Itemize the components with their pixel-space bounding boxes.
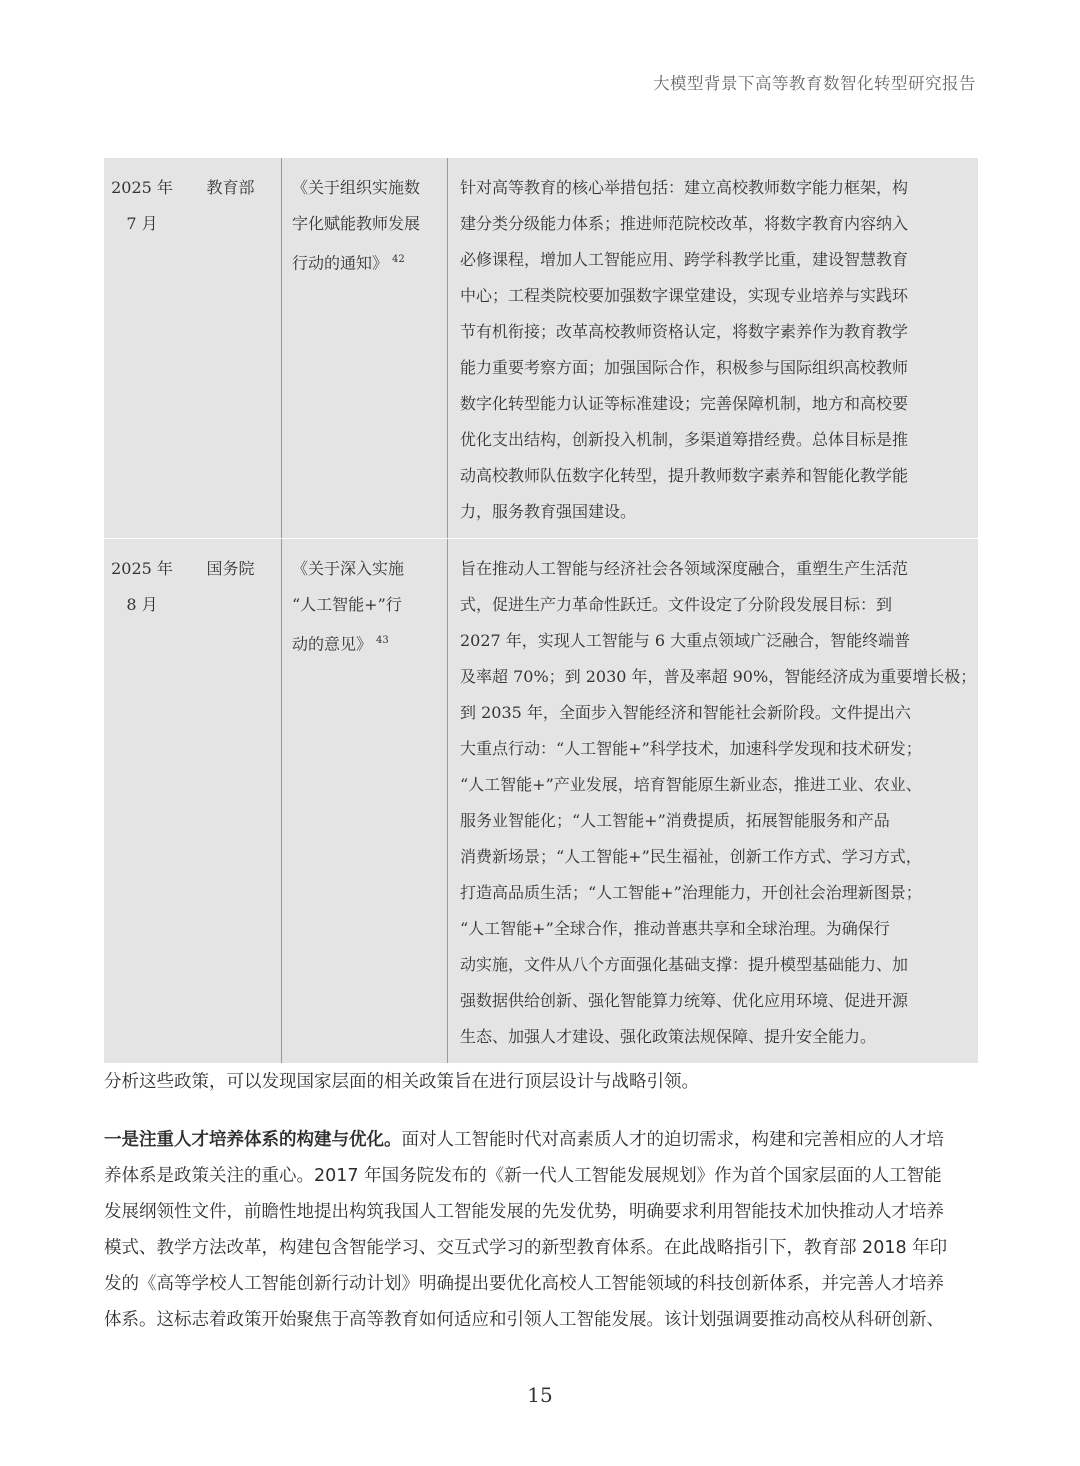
section-one-paragraph [104, 1122, 980, 1338]
date-cell [104, 539, 180, 1063]
document-line [292, 623, 441, 662]
document-line: 字化赋能教师发展 [292, 214, 421, 233]
document-cell [281, 158, 447, 538]
paragraph-line: 发展纲领性文件，前瞻性地提出构筑我国人工智能发展的先发优势，明确要求利用智能技术加快推动人才培养 [104, 1202, 944, 1222]
paragraph-line: 分析这些政策，可以发现国家层面的相关政策旨在进行顶层设计与战略引领。 [104, 1072, 699, 1092]
description-line: 能力重要考察方面；加强国际合作，积极参与国际组织高校教师 [460, 358, 909, 377]
table-row [104, 158, 978, 538]
description-line: 数字化转型能力认证等标准建设；完善保障机制，地方和高校要 [460, 394, 909, 413]
table-row [104, 538, 978, 1063]
description-line: 大重点行动：“人工智能+”科学技术，加速科学发现和技术研发； [460, 739, 922, 758]
description-line: 服务业智能化；“人工智能+”消费提质，拓展智能服务和产品 [460, 811, 890, 830]
description-line: 强数据供给创新、强化智能算力统筹、优化应用环境、促进开源 [460, 991, 909, 1010]
policy-table [104, 158, 978, 1063]
description-line: 中心；工程类院校要加强数字课堂建设，实现专业培养与实践环 [460, 286, 909, 305]
description-line: 必修课程，增加人工智能应用、跨学科教学比重，建设智慧教育 [460, 250, 909, 269]
document-line-text: 行动的通知》 [292, 253, 389, 273]
running-header: 大模型背景下高等教育数智化转型研究报告 [653, 74, 976, 93]
description-line: 优化支出结构，创新投入机制，多渠道筹措经费。总体目标是推 [460, 430, 909, 449]
description-line: 动高校教师队伍数字化转型，提升教师数字素养和智能化教学能 [460, 466, 909, 485]
date-month: 8 月 [126, 595, 158, 614]
document-line: 《关于组织实施数 [292, 178, 421, 197]
document-line: 《关于深入实施 [292, 559, 405, 578]
description-line: “人工智能+”产业发展，培育智能原生新业态，推进工业、农业、 [460, 775, 922, 794]
footnote-ref: 42 [392, 254, 405, 265]
description-line: 打造高品质生活；“人工智能+”治理能力，开创社会治理新图景； [460, 883, 922, 902]
paragraph-line: 发的《高等学校人工智能创新行动计划》明确提出要优化高校人工智能领域的科技创新体系，并完善人才培养 [104, 1274, 944, 1294]
document-cell [281, 539, 447, 1063]
document-line-text: 动的意见》 [292, 634, 373, 654]
paragraph-text: 面对人工智能时代对高素质人才的迫切需求，构建和完善相应的人才培 [401, 1130, 944, 1150]
page-number: 15 [527, 1383, 553, 1407]
paragraph-line: 养体系是政策关注的重心。2017 年国务院发布的《新一代人工智能发展规划》作为首个国家层面的人工智能 [104, 1166, 942, 1186]
date-year: 2025 年 [111, 178, 173, 197]
description-cell [447, 539, 978, 1063]
org-cell: 国务院 [206, 559, 255, 578]
date-month: 7 月 [126, 214, 158, 233]
date-cell [104, 158, 180, 538]
footnote-ref: 43 [376, 635, 389, 646]
date-year: 2025 年 [111, 559, 173, 578]
description-line: 到 2035 年，全面步入智能经济和智能社会新阶段。文件提出六 [460, 703, 911, 722]
org-cell: 教育部 [206, 178, 255, 197]
description-line: 2027 年，实现人工智能与 6 大重点领域广泛融合，智能终端普 [460, 631, 911, 650]
section-heading: 一是注重人才培养体系的构建与优化。 [104, 1130, 402, 1150]
description-line: 生态、加强人才建设、强化政策法规保障、提升安全能力。 [460, 1027, 877, 1046]
document-line: “人工智能+”行 [292, 595, 402, 614]
description-line: 及率超 70%；到 2030 年，普及率超 90%，智能经济成为重要增长极； [460, 667, 977, 686]
description-line: 建分类分级能力体系；推进师范院校改革，将数字教育内容纳入 [460, 214, 909, 233]
description-line: 动实施，文件从八个方面强化基础支撑：提升模型基础能力、加 [460, 955, 909, 974]
description-cell [447, 158, 978, 538]
description-line: 节有机衔接；改革高校教师资格认定，将数字素养作为教育教学 [460, 322, 909, 341]
description-line: 针对高等教育的核心举措包括：建立高校教师数字能力框架，构 [460, 178, 909, 197]
description-line: “人工智能+”全球合作，推动普惠共享和全球治理。为确保行 [460, 919, 890, 938]
paragraph-line: 模式、教学方法改革，构建包含智能学习、交互式学习的新型教育体系。在此战略指引下，教育部 2018 年印 [104, 1238, 948, 1258]
paragraph-line [104, 1122, 980, 1158]
description-line: 旨在推动人工智能与经济社会各领域深度融合，重塑生产生活范 [460, 559, 909, 578]
document-line [292, 242, 441, 281]
paragraph-line: 体系。这标志着政策开始聚焦于高等教育如何适应和引领人工智能发展。该计划强调要推动高校从科研创新、 [104, 1310, 944, 1330]
description-line: 消费新场景；“人工智能+”民生福祉，创新工作方式、学习方式， [460, 847, 922, 866]
description-line: 式，促进生产力革命性跃迁。文件设定了分阶段发展目标：到 [460, 595, 893, 614]
description-line: 力，服务教育强国建设。 [460, 502, 637, 521]
analysis-intro [104, 1064, 980, 1100]
